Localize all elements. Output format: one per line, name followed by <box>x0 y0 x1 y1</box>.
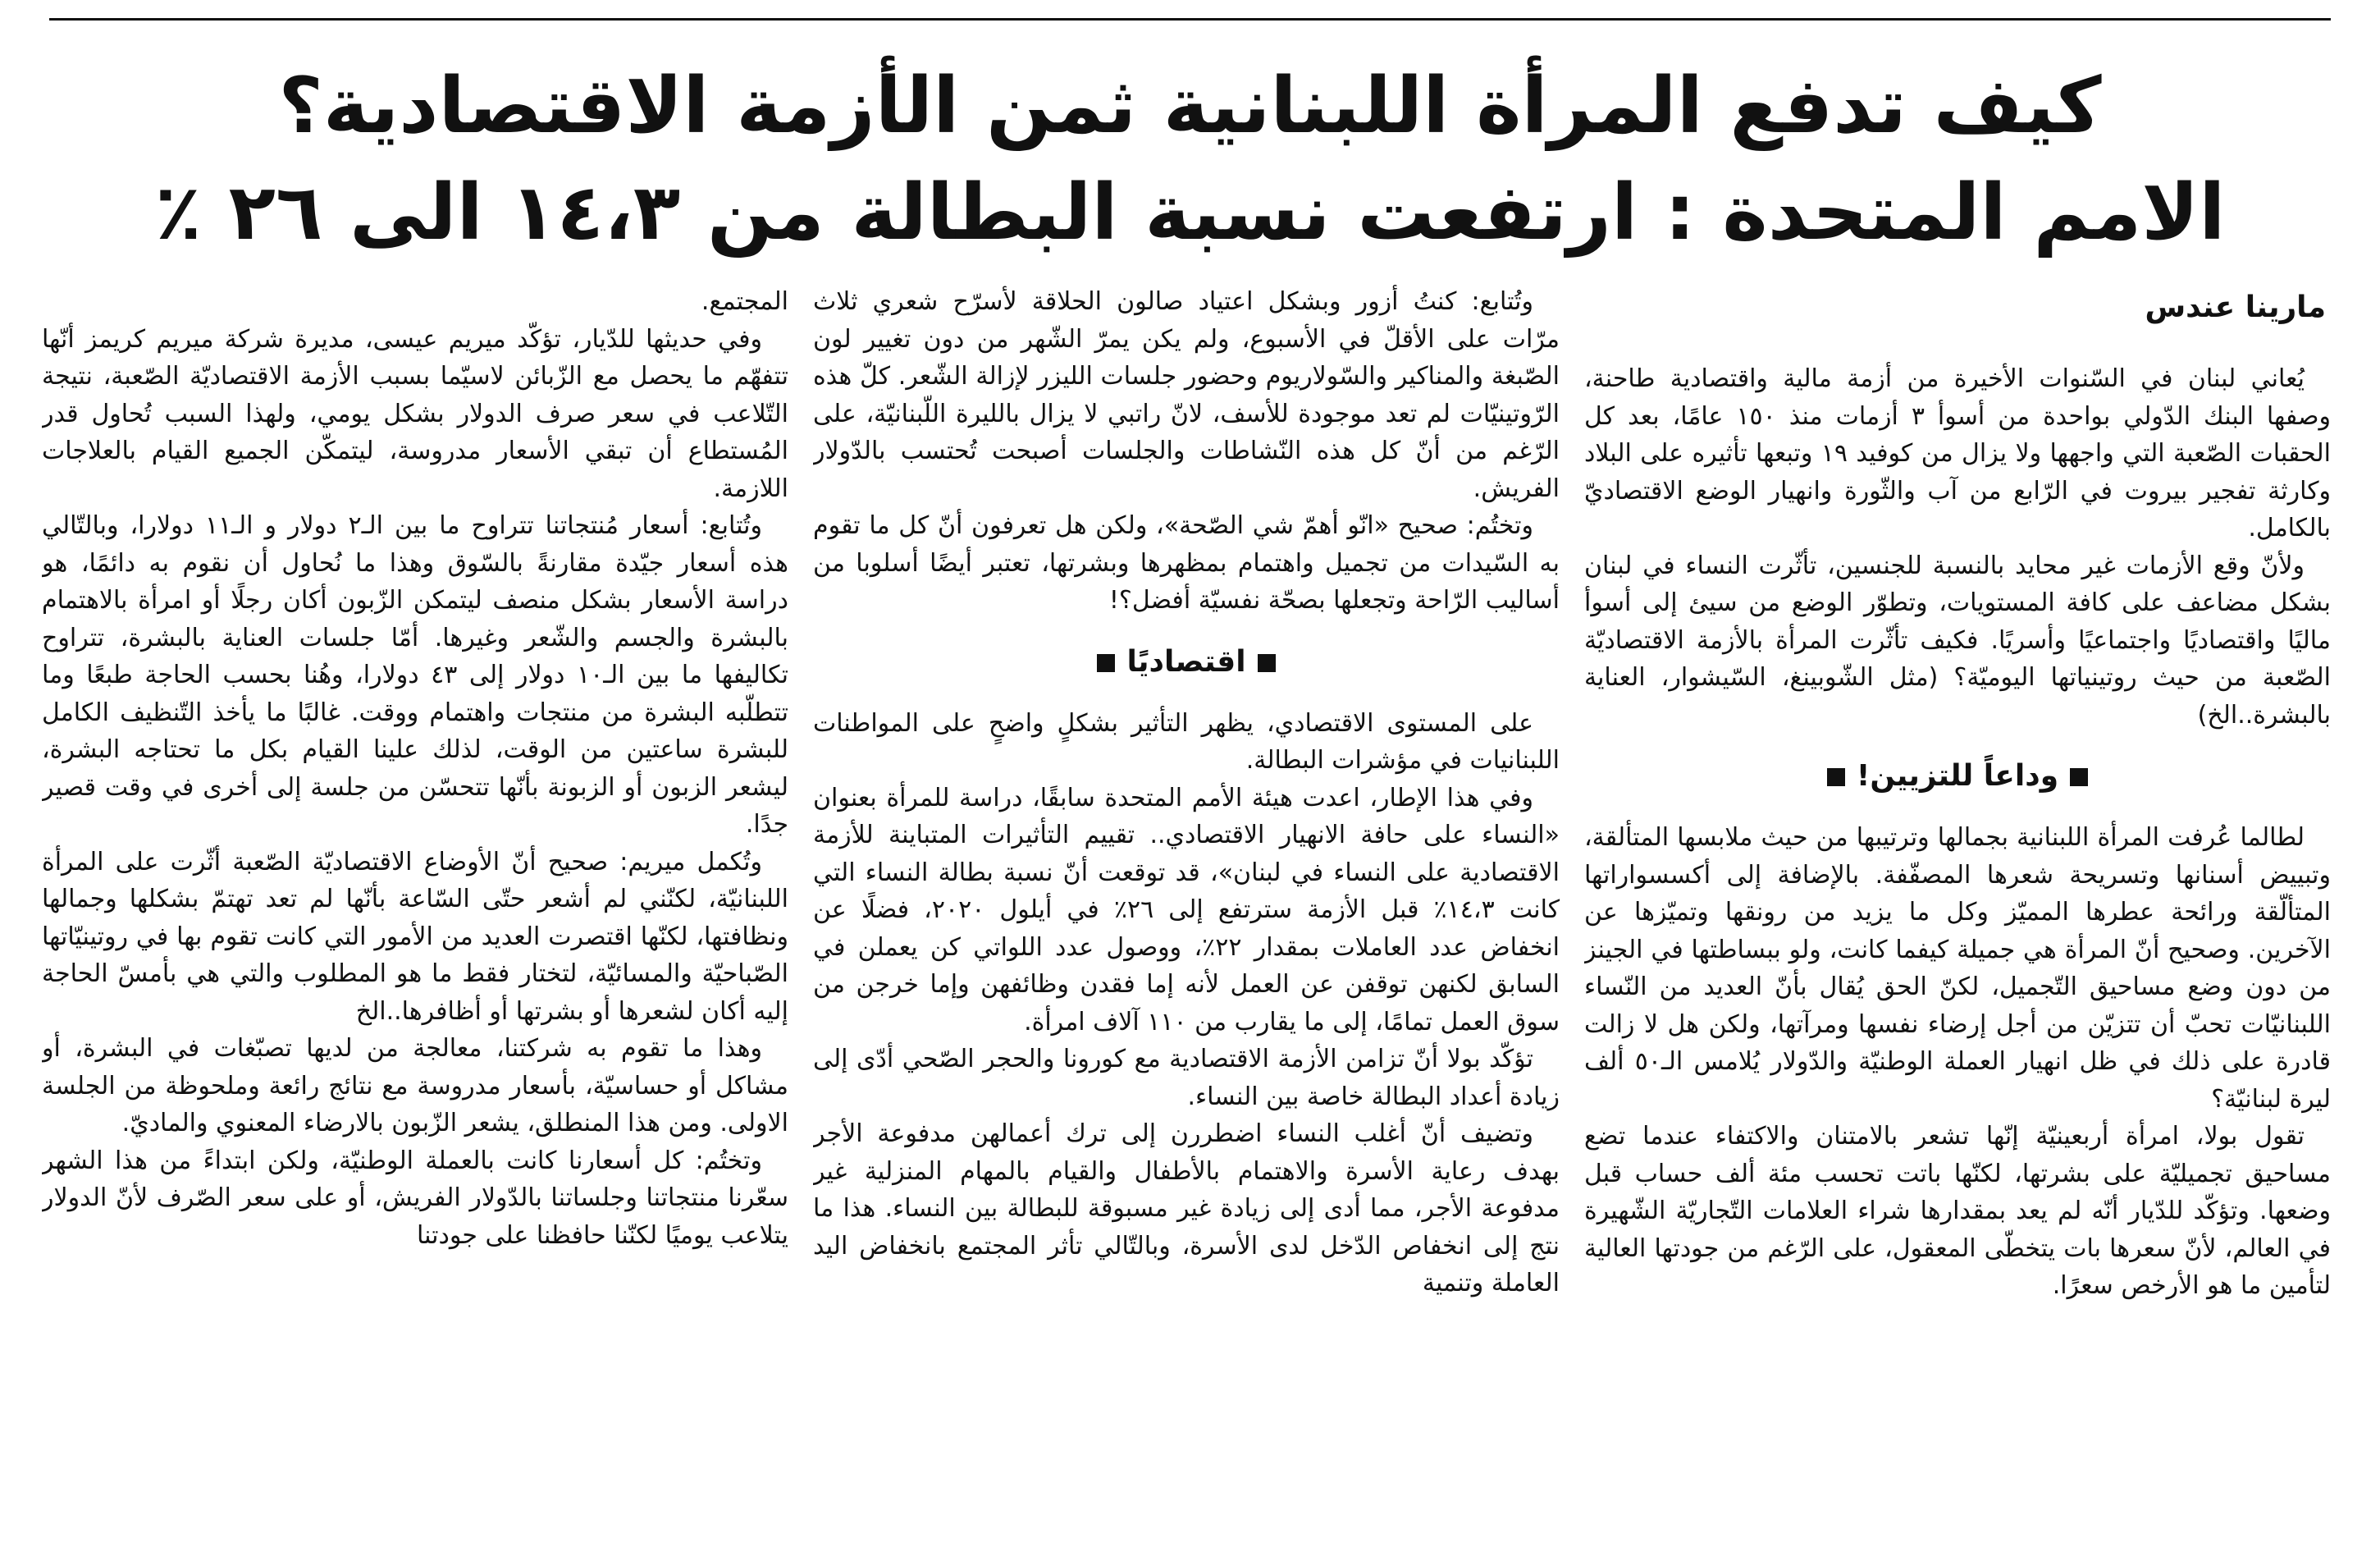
paragraph-continuation: المجتمع. <box>701 287 788 316</box>
paragraph: وتُتابع: كنتُ أزور وبشكل اعتياد صالون الحلاقة لأسرّح شعري ثلاث مرّات على الأقلّ في الأسبوع، ولم يكن يمرّ الشّهر من دون تغيير لون الصّبغة والمناكير والسّولاريوم وحضور جلسات الليزر لإزالة الشّعر. كلّ هذه الرّوتينيّات لم تعد موجودة للأسف، لانّ راتبي لا يزال بالليرة اللّبنانيّة، على الرّغم من أنّ كل هذه النّشاطات والجلسات أصبحت تُحتسب بالدّولار الفريش. <box>813 287 1560 503</box>
square-bullet-icon <box>2070 768 2088 786</box>
subhead-text: وداعاً للتزيين! <box>1856 759 2059 793</box>
paragraph: وتختُم: كل أسعارنا كانت بالعملة الوطنيّة، ولكن ابتداءً من هذا الشهر سعّرنا منتجاتنا وجلساتنا بالدّولار الفريش، أو على سعر الصّرف لأنّ الدولار يتلاعب يوميًا لكنّنا حافظنا على جودتنا <box>42 1146 788 1250</box>
subhead-text: اقتصاديًا <box>1126 644 1246 679</box>
paragraph: تقول بولا، امرأة أربعينيّة إنّها تشعر بالامتنان والاكتفاء عندما تضع مساحيق تجميليّة على بشرتها، لكنّها باتت تحسب مئة ألف حساب قبل وضعها. وتؤكّد للدّيار أنّه لم يعد بمقدارها شراء العلامات التّجاريّة الشّهيرة في العالم، لأنّ سعرها بات يتخطّى المعقول، على الرّغم من جودتها العالية لتأمين ما هو الأرخص سعرًا. <box>1584 1122 2331 1300</box>
paragraph: تؤكّد بولا أنّ تزامن الأزمة الاقتصادية مع كورونا والحجر الصّحي أدّى إلى زيادة أعداد البطالة خاصة بين النساء. <box>813 1045 1560 1111</box>
paragraph: ولأنّ وقع الأزمات غير محايد بالنسبة للجنسين، تأثّرت النساء في لبنان بشكل مضاعف على كافة المستويات، وتطوّر الوضع من سيئ إلى أسوأ ماليًا واقتصاديًا واجتماعيًا وأسريًا. فكيف تأثّرت المرأة بالأزمة الاقتصاديّة الصّعبة من حيث روتينياتها اليوميّة؟ (مثل الشّوبينغ، السّيشوار، العناية بالبشرة..الخ) <box>1584 551 2331 730</box>
square-bullet-icon <box>1258 654 1276 672</box>
headline-line-2: الامم المتحدة : ارتفعت نسبة البطالة من ١٤،٣ الى ٢٦ ٪ <box>154 168 2226 258</box>
paragraph: وهذا ما تقوم به شركتنا، معالجة من لديها تصبّغات في البشرة، أو مشاكل أو حساسيّة، بأسعار مدروسة مع نتائج رائعة وملحوظة من الجلسة الاولى. ومن هذا المنطلق، يشعر الزّبون بالارضاء المعنوي والماديّ. <box>42 1034 788 1137</box>
paragraph: وتختُم: صحيح «انّو أهمّ شي الصّحة»، ولكن هل تعرفون أنّ كل ما تقوم به السّيدات من تجميل واهتمام بمظهرها وبشرتها، تعتبر أيضًا أسلوبا من أساليب الرّاحة وتجعلها بصحّة نفسيّة أفضل؟! <box>813 511 1560 615</box>
column-left <box>42 283 788 1549</box>
paragraph: يُعاني لبنان في السّنوات الأخيرة من أزمة مالية واقتصادية طاحنة، وصفها البنك الدّولي بواحدة من أسوأ ٣ أزمات منذ ١٥٠ عامًا، بعد كل الحقبات الصّعبة التي واجهها ولا يزال من كوفيد ١٩ وتبعها تأثيره على البلاد وكارثة تفجير بيروت في الرّابع من آب والثّورة وانهيار الوضع الاقتصاديّ بالكامل. <box>1584 364 2331 542</box>
subhead-farewell <box>1584 755 2331 798</box>
column-middle <box>813 283 1560 1549</box>
square-bullet-icon <box>1097 654 1115 672</box>
paragraph: لطالما عُرفت المرأة اللبنانية بجمالها وترتيبها من حيث ملابسها المتألقة، وتبييض أسنانها وتسريحة شعرها المصفّفة. بالإضافة إلى أكسسواراتها المتألّقة ورائحة عطرها المميّز وكل ما يزيد من رونقها وتميّزها عن الآخرين. وصحيح أنّ المرأة هي جميلة كيفما كانت، ولو ببساطتها في الجينز من دون وضع مساحيق التّجميل، لكنّ الحق يُقال بأنّ العديد من النّساء اللبنانيّات تحبّ أن تتزيّن من أجل إرضاء نفسها ومرآتها، ولكن هل لا زالت قادرة على ذلك في ظل انهيار العملة الوطنيّة والدّولار يُلامس الـ٥٠ ألف ليرة لبنانيّة؟ <box>1584 823 2331 1114</box>
paragraph: وفي هذا الإطار، اعدت هيئة الأمم المتحدة سابقًا، دراسة للمرأة بعنوان «النساء على حافة الانهيار الاقتصادي.. تقييم التأثيرات المتباينة للأزمة الاقتصادية على النساء في لبنان»، قد توقعت أنّ نسبة بطالة النساء التي كانت ١٤،٣٪ قبل الأزمة سترتفع إلى ٢٦٪ في أيلول ٢٠٢٠، فضلًا عن انخفاض عدد العاملات بمقدار ٢٢٪، ووصول عدد اللواتي كن يعملن في السابق لكنهن توقفن عن العمل لأنه إما فقدن وظائفهن وإما خرجن من سوق العمل تمامًا، إلى ما يقارب من ١١٠ آلاف امرأة. <box>813 783 1560 1036</box>
article-columns <box>42 283 2331 1549</box>
square-bullet-icon <box>1827 768 1845 786</box>
subhead-economic <box>813 641 1560 684</box>
byline: مارينا عندس <box>2145 291 2326 324</box>
paragraph: وتُتابع: أسعار مُنتجاتنا تتراوح ما بين الـ٢ دولار و الـ١١ دولارا، وبالتّالي هذه أسعار جيّدة مقارنةً بالسّوق وهذا ما نُحاول أن نقوم به دائمًا، هو دراسة الأسعار بشكل منصف ليتمكن الزّبون أكان رجلًا أو امرأة بالاهتمام بالبشرة والجسم والشّعر وغيرها. أمّا جلسات العناية بالبشرة، تتراوح تكاليفها ما بين الـ١٠ دولار إلى ٤٣ دولارا، وهُنا بحسب الحاجة طبعًا وما تتطلّبه البشرة من منتجات واهتمام ووقت. غالبًا ما يأخذ التّنظيف الكامل للبشرة ساعتين من الوقت، لذلك علينا القيام بكل ما تحتاجه البشرة، ليشعر الزبون أو الزبونة بأنّها تتحسّن من جلسة إلى أخرى في وقت قصير جدًا. <box>42 511 788 839</box>
paragraph: وتضيف أنّ أغلب النساء اضطررن إلى ترك أعمالهن مدفوعة الأجر بهدف رعاية الأسرة والاهتمام بالأطفال والقيام بالمهام المنزلية غير مدفوعة الأجر، مما أدى إلى زيادة غير مسبوقة للبطالة بين النساء. هذا ما نتج إلى انخفاص الدّخل لدى الأسرة، وبالتّالي تأثر المجتمع بانخفاض اليد العاملة وتنمية <box>813 1119 1560 1297</box>
paragraph: وفي حديثها للدّيار، تؤكّد ميريم عيسى، مديرة شركة ميريم كريمز أنّها تتفهّم ما يحصل مع الزّبائن لاسيّما بسبب الأزمة الاقتصاديّة الصّعبة، نتيجة التّلاعب في سعر صرف الدولار بشكل يومي، ولهذا السبب تُحاول قدر المُستطاع أن تبقي الأسعار مدروسة، ليتمكّن الجميع القيام بالعلاجات اللازمة. <box>42 324 788 503</box>
column-right <box>1584 283 2331 1549</box>
paragraph: وتُكمل ميريم: صحيح أنّ الأوضاع الاقتصاديّة الصّعبة أثّرت على المرأة اللبنانيّة، لكنّني لم أشعر حتّى السّاعة بأنّها لم تعد تهتمّ بشكلها وجمالها ونظافتها، لكنّها اقتصرت العديد من الأمور التي كانت تقوم بها في روتينيّاتها الصّباحيّة والمسائيّة، لتختار فقط ما هو المطلوب والتي هي بأمسّ الحاجة إليه أكان لشعرها أو بشرتها أو أظافرها..الخ <box>42 847 788 1026</box>
headline-line-1: كيف تدفع المرأة اللبنانية ثمن الأزمة الاقتصادية؟ <box>278 62 2102 151</box>
paragraph: على المستوى الاقتصادي، يظهر التأثير بشكلٍ واضحٍ على المواطنات اللبنانيات في مؤشرات البطالة. <box>813 708 1560 775</box>
top-rule <box>49 18 2331 21</box>
